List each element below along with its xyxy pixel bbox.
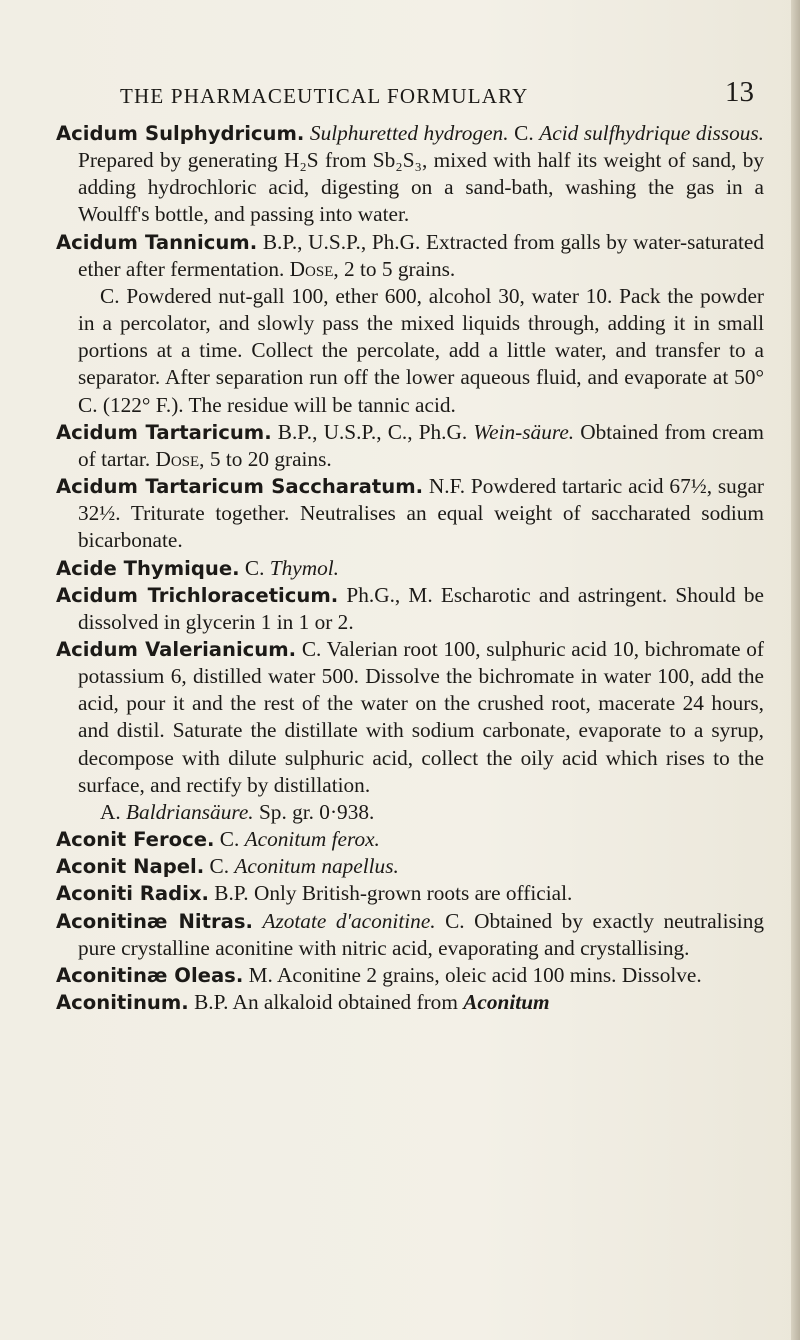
headword: Acidum Tartaricum. [56,420,272,444]
entry-acidum-sulphydricum: Acidum Sulphydricum. Sulphuretted hydrogen. C. Acid sulfhydrique dissous. Prepared by generating H₂S from Sb₂S₃, mixed with half its weight of sand, by adding hydrochloric acid, digesting on a sand-bath, washing the gas in a Woulff's bottle, and passing into water. [56,121,764,227]
entry-aconit-feroce: Aconit Feroce. C. Aconitum ferox. [56,827,380,852]
headword: Acidum Tannicum. [56,230,258,254]
entry-aconitinum: Aconitinum. B.P. An alkaloid obtained from Aconitum [56,990,550,1014]
headword: Aconitinæ Nitras. [56,909,253,933]
entry-acide-thymique: Acide Thymique. C. Thymol. [56,555,339,580]
running-title: THE PHARMACEUTICAL FORMULARY [120,84,529,108]
headword: Acidum Valerianicum. [56,637,297,661]
entry-acidum-tartaricum: Acidum Tartaricum. B.P., U.S.P., C., Ph.G. Wein-säure. Obtained from cream of tartar. Dose, 5 to 20 grains. [56,419,765,471]
entry-aconit-napel: Aconit Napel. C. Aconitum napellus. [56,854,399,879]
entry-aconitinae-nitras: Aconitinæ Nitras. Azotate d'aconitine. C. Obtained by exactly neutralising pure crystalline aconitine with nitric acid, evaporating and crystallising. [56,908,764,960]
page-text [56,120,764,1016]
headword: Acidum Sulphydricum. [56,122,305,145]
entry-acidum-tannicum: Acidum Tannicum. B.P., U.S.P., Ph.G. Extracted from galls by water-saturated ether after fermentation. Dose, 2 to 5 grains. [56,229,764,281]
entry-valerianicum-german: A. Baldriansäure. Sp. gr. 0·938. [100,799,375,824]
headword: Aconiti Radix. [56,882,209,906]
entry-acidum-tartaricum-saccharatum: Acidum Tartaricum Saccharatum. N.F. Powdered tartaric acid 67½, sugar 32½. Triturate together. Neutralises an equal weight of saccharated sodium bicarbonate. [56,474,765,553]
entry-acidum-valerianicum: Acidum Valerianicum. C. Valerian root 100, sulphuric acid 10, bichromate of potassium 6, distilled water 500. Dissolve the bichromate in water 100, add the acid, pour it and the rest of the water on the crushed root, macerate 24 hours, and distil. Saturate the distillate with sodium carbonate, evaporate to a syrup, decompose with dilute sulphuric acid, collect the oily acid which rises to the surface, and rectify by distillation. [56,636,765,797]
headword: Aconitinum. [56,991,189,1014]
entry-aconitinae-oleas: Aconitinæ Oleas. M. Aconitine 2 grains, oleic acid 100 mins. Dissolve. [56,962,702,987]
running-header [60,76,760,112]
page-number: 13 [725,76,754,108]
entry-tannicum-preparation: C. Powdered nut-gall 100, ether 600, alcohol 30, water 10. Pack the powder in a percolator, and slowly pass the mixed liquids through, adding it in small portions at a time. Collect the percolate, add a little water, and transfer to a separator. After separation run off the lower aqueous fluid, and evaporate at 50° C. (122° F.). The residue will be tannic acid. [78,283,764,417]
page-edge [791,0,800,1340]
headword: Acidum Trichloraceticum. [56,583,339,607]
entry-aconiti-radix: Aconiti Radix. B.P. Only British-grown roots are official. [56,881,573,906]
headword: Acide Thymique. [56,556,240,580]
headword: Aconit Napel. [56,855,205,879]
headword: Acidum Tartaricum Saccharatum. [56,475,424,499]
headword: Aconitinæ Oleas. [56,963,244,987]
headword: Aconit Feroce. [56,828,215,852]
entry-acidum-trichloraceticum: Acidum Trichloraceticum. Ph.G., M. Escharotic and astringent. Should be dissolved in glycerin 1 in 1 or 2. [56,582,764,634]
